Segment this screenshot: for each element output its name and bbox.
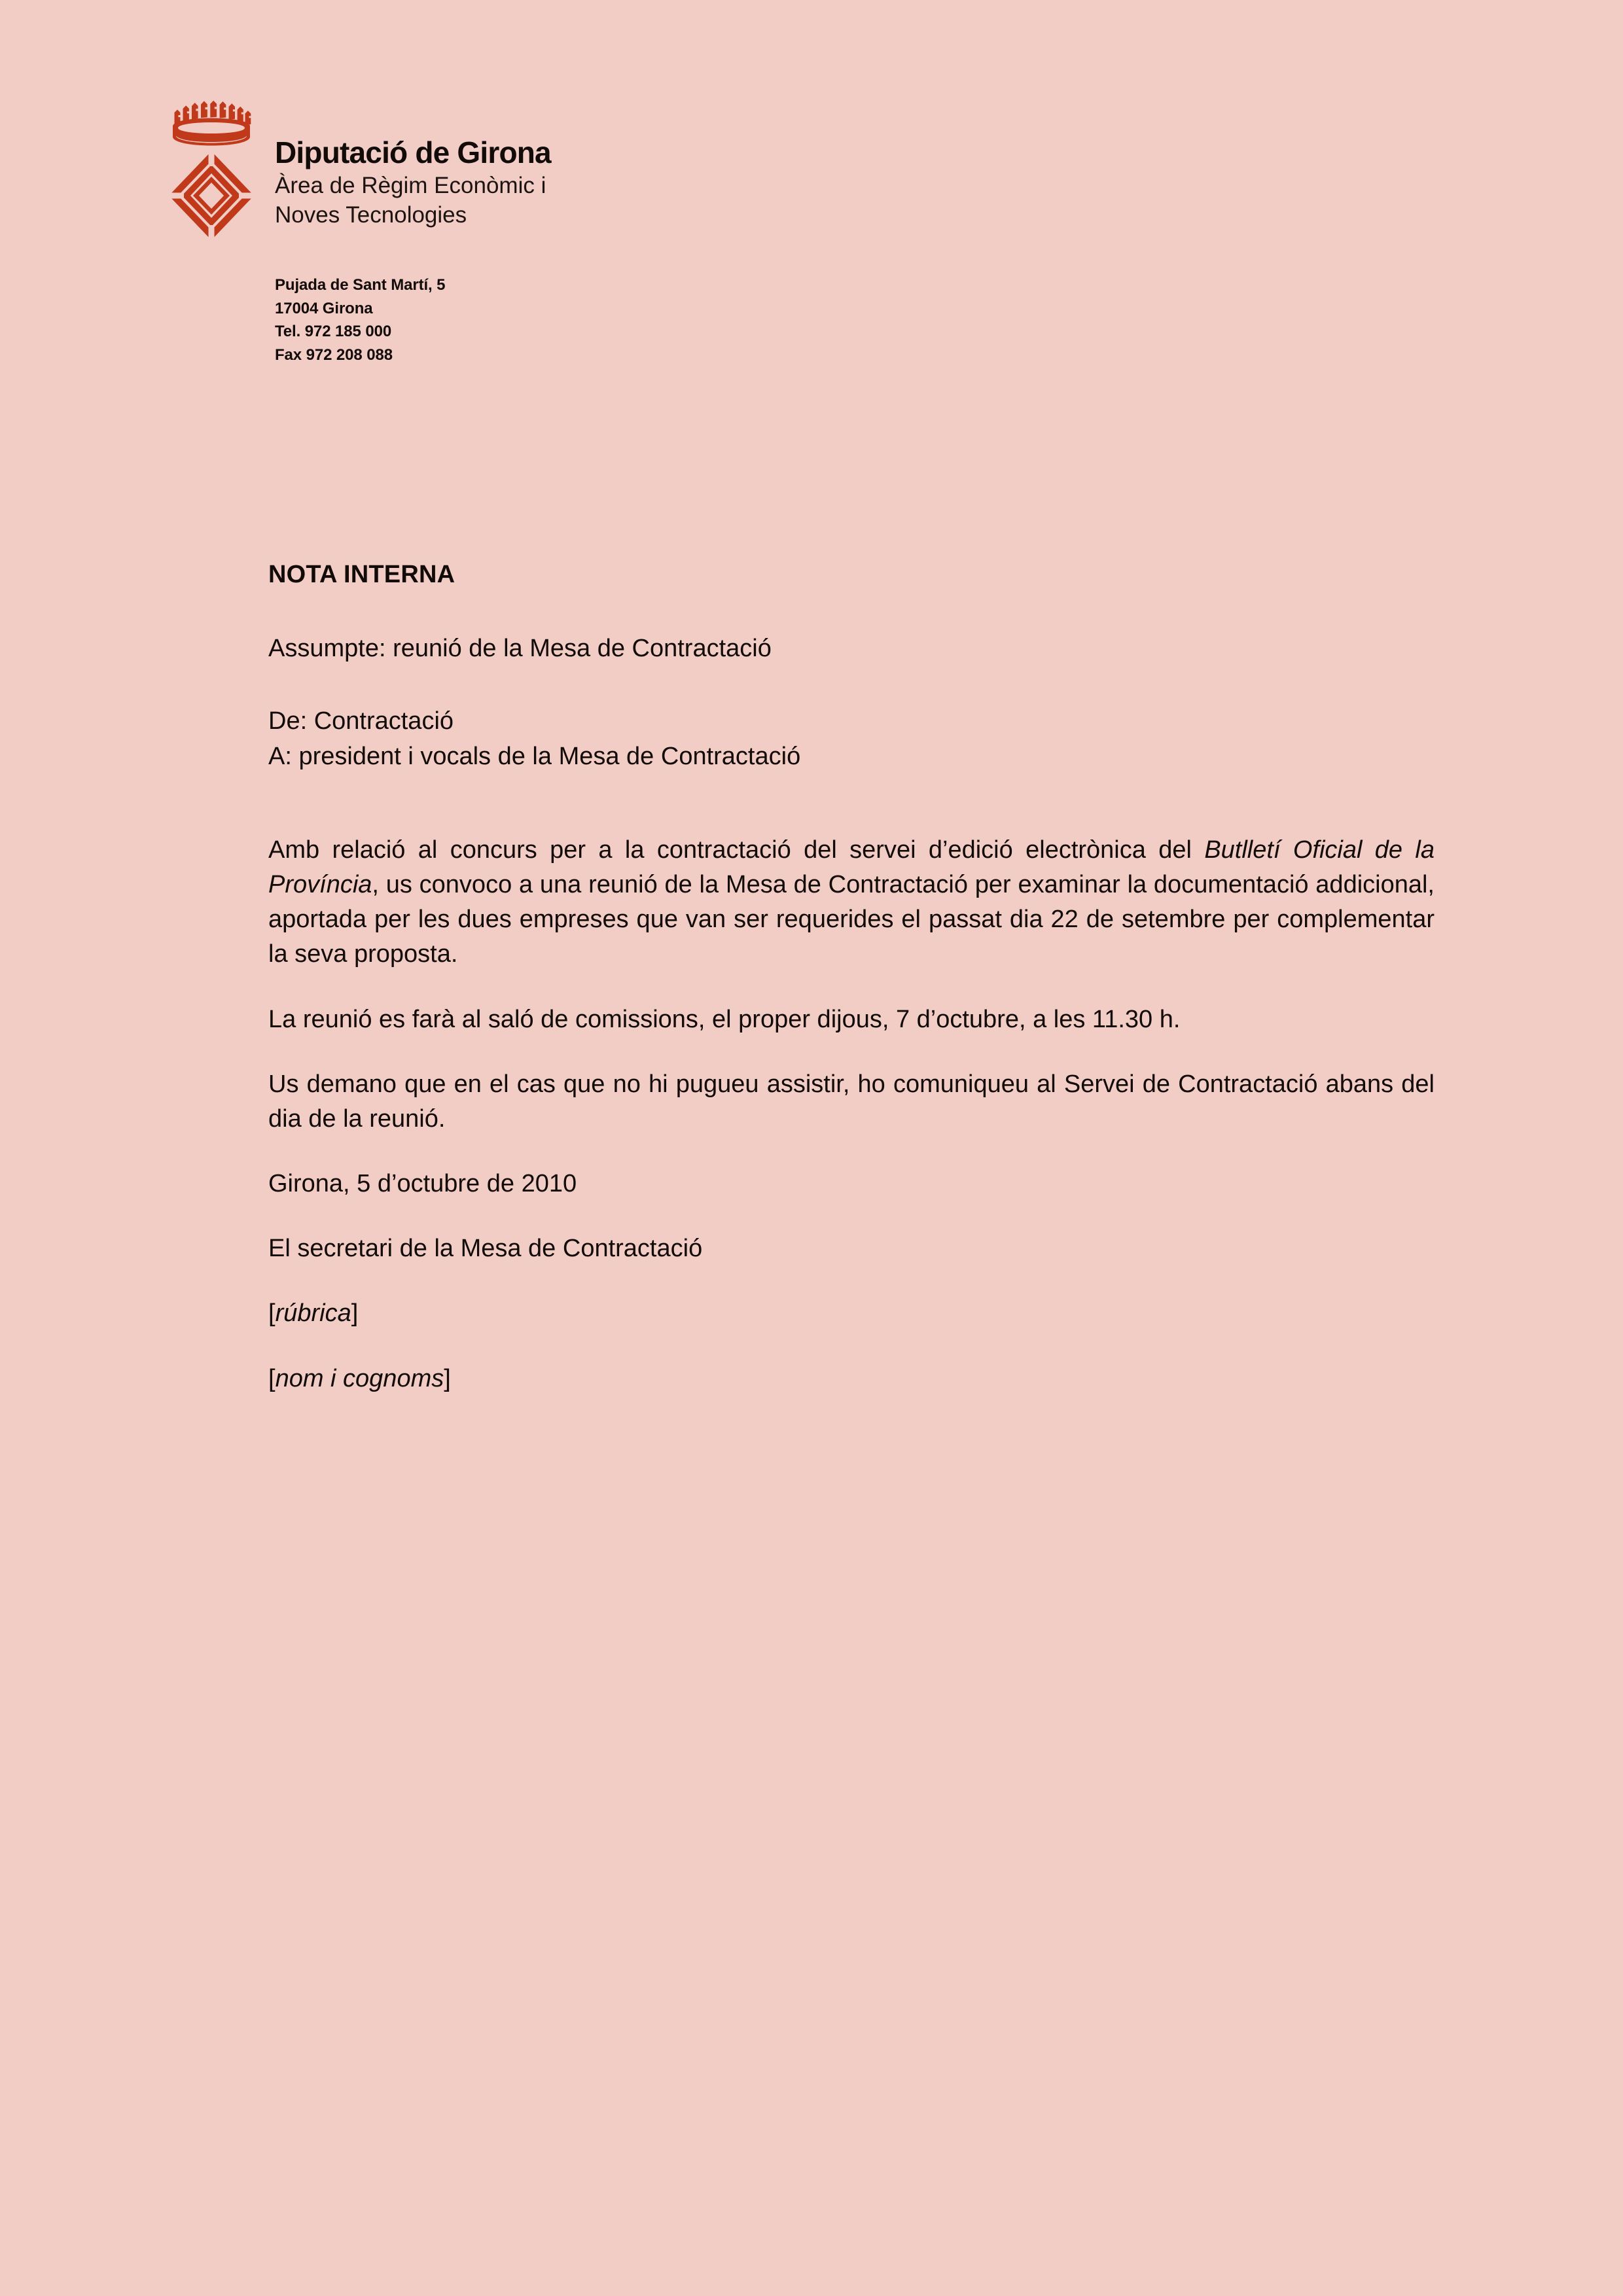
document-title: NOTA INTERNA [268,561,455,588]
bracket-close-nom: ] [444,1364,451,1392]
bracket-open-nom: [ [268,1364,276,1392]
paragraph-3: Us demano que en el cas que no hi pugueu assistir, ho comuniqueu al Servei de Contractació abans del dia de la reunió. [268,1070,1435,1133]
paragraph-2: La reunió es farà al saló de comissions, el proper dijous, 7 d’octubre, a les 11.30 h. [268,1005,1181,1033]
nom-cognoms-label: nom i cognoms [275,1364,444,1392]
address-city: 17004 Girona [275,299,373,317]
signature-placeholder [268,1296,1435,1331]
brand-row [162,99,551,240]
document-body [268,557,1435,1396]
bracket-close-rubrica: ] [351,1299,359,1328]
to-line: A: president i vocals de la Mesa de Contractació [268,742,801,770]
rhombus-emblem [167,149,256,240]
name-placeholder [268,1362,1435,1396]
bracket-open-rubrica: [ [268,1299,276,1328]
paragraph-1-text-a: Amb relació al concurs per a la contractació del servei d’edició electrònica del [268,836,1205,864]
brand-text [275,99,551,230]
paragraph-1-text-b: , us convoco a una reunió de la Mesa de Contractació per examinar la documentació addicional, aportada per les dues empreses que van ser requerides el passat dia 22 de setembre per complementar la seva proposta. [268,870,1435,968]
address-street: Pujada de Sant Martí, 5 [275,276,446,294]
rubrica-label: rúbrica [275,1299,351,1328]
organization-name: Diputació de Girona [275,135,551,169]
publication-title-italic: Butlletí Oficial de la Província [268,836,1435,898]
department-line-2: Noves Tecnologies [275,202,467,228]
routing-block [268,704,1435,773]
address-fax: Fax 972 208 088 [275,345,393,364]
place-and-date: Girona, 5 d’octubre de 2010 [268,1170,577,1198]
paragraph-1 [268,833,1435,972]
signer-role: El secretari de la Mesa de Contractació [268,1235,703,1263]
department-line-1: Àrea de Règim Econòmic i [275,172,546,198]
girona-coat-of-arms-logo [162,99,260,240]
subject-line: Assumpte: reunió de la Mesa de Contractació [268,635,772,663]
from-line: De: Contractació [268,707,454,735]
address-block [275,274,445,366]
crest-svg [162,99,260,240]
address-phone: Tel. 972 185 000 [275,323,392,341]
